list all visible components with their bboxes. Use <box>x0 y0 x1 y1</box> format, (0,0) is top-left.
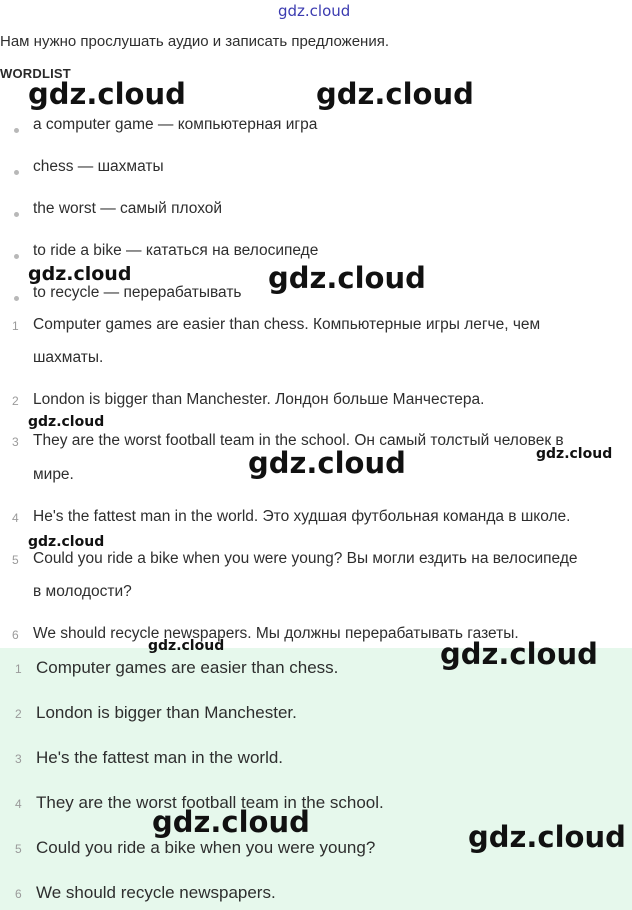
list-bullet <box>14 128 19 133</box>
translation-line: He's the fattest man in the world. Это худшая футбольная команда в школе. <box>33 508 571 525</box>
translation-line: шахматы. <box>33 349 104 366</box>
answer-number: 2 <box>15 707 22 721</box>
translation-line: We should recycle newspapers. Мы должны перерабатывать газеты. <box>33 625 519 642</box>
answer-line: He's the fattest man in the world. <box>36 748 284 767</box>
watermark: gdz.cloud <box>28 77 186 111</box>
translation-line: Computer games are easier than chess. Компьютерные игры легче, чем <box>33 316 541 333</box>
translation-line: мире. <box>33 466 74 483</box>
watermark: gdz.cloud <box>440 637 598 671</box>
watermark: gdz.cloud <box>468 820 626 854</box>
answer-number: 5 <box>15 842 22 856</box>
translation-line: They are the worst football team in the school. Он самый толстый человек в <box>33 432 564 449</box>
item-number: 2 <box>12 394 19 408</box>
wordlist-item: a computer game — компьютерная игра <box>33 116 318 133</box>
item-number: 6 <box>12 628 19 642</box>
item-number: 4 <box>12 511 19 525</box>
answer-number: 4 <box>15 797 22 811</box>
wordlist-item: to recycle — перерабатывать <box>33 284 242 301</box>
answer-number: 1 <box>15 662 22 676</box>
watermark: gdz.cloud <box>248 446 406 480</box>
answer-line: Could you ride a bike when you were young? <box>36 838 376 857</box>
wordlist-item: to ride a bike — кататься на велосипеде <box>33 242 319 259</box>
watermark: gdz.cloud <box>152 805 310 839</box>
watermark: gdz.cloud <box>316 77 474 111</box>
wordlist-item: the worst — самый плохой <box>33 200 223 217</box>
translation-line: London is bigger than Manchester. Лондон больше Манчестера. <box>33 391 485 408</box>
watermark: gdz.cloud <box>278 2 351 20</box>
wordlist-heading: WORDLIST <box>0 66 71 81</box>
answer-line: They are the worst football team in the school. <box>36 793 384 812</box>
answer-line: We should recycle newspapers. <box>36 883 276 902</box>
watermark: gdz.cloud <box>28 263 132 285</box>
answer-line: Computer games are easier than chess. <box>36 658 339 677</box>
item-number: 3 <box>12 435 19 449</box>
translation-line: в молодости? <box>33 583 132 600</box>
list-bullet <box>14 296 19 301</box>
answer-number: 3 <box>15 752 22 766</box>
translation-line: Could you ride a bike when you were young? Вы могли ездить на велосипеде <box>33 550 578 567</box>
list-bullet <box>14 254 19 259</box>
list-bullet <box>14 170 19 175</box>
watermark: gdz.cloud <box>28 534 105 550</box>
task-instruction: Нам нужно прослушать аудио и записать предложения. <box>0 33 389 50</box>
answer-box <box>0 648 632 910</box>
watermark: gdz.cloud <box>28 414 105 430</box>
answer-number: 6 <box>15 887 22 901</box>
watermark: gdz.cloud <box>148 638 225 654</box>
item-number: 5 <box>12 553 19 567</box>
item-number: 1 <box>12 319 19 333</box>
wordlist-item: chess — шахматы <box>33 158 164 175</box>
list-bullet <box>14 212 19 217</box>
watermark: gdz.cloud <box>268 261 426 295</box>
watermark: gdz.cloud <box>536 446 613 462</box>
answer-line: London is bigger than Manchester. <box>36 703 297 722</box>
